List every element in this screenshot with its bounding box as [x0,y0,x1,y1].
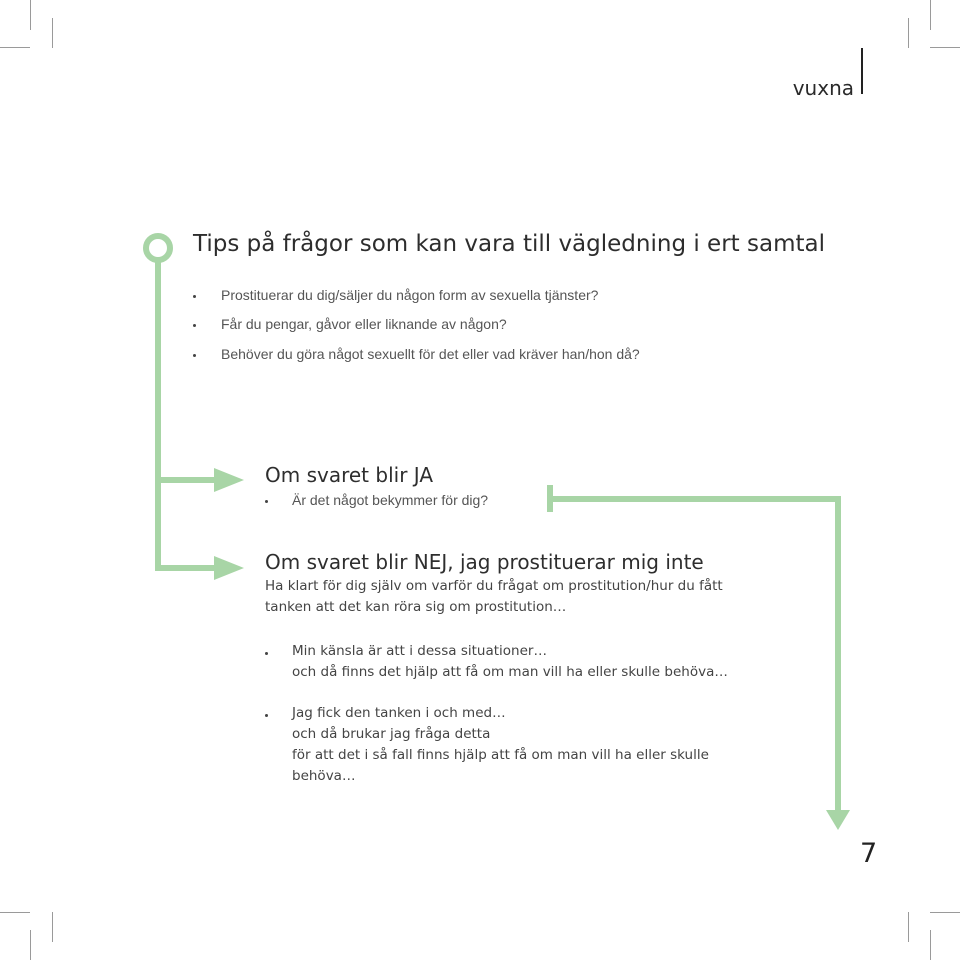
no-item-line: Jag fick den tanken i och med… [292,705,506,721]
no-item-line: Min känsla är att i dessa situationer… [292,643,547,659]
bullet-icon [265,652,268,655]
page-number: 7 [860,838,878,869]
bullet-icon [265,500,268,503]
no-item-line: och då finns det hjälp att få om man vill ha eller skulle behöva… [292,664,728,680]
no-item-line: behöva… [292,768,356,784]
no-item-line: för att det i så fall finns hjälp att få om man vill ha eller skulle [292,747,709,763]
question-item: Prostituerar du dig/säljer du någon form av sexuella tjänster? [221,287,599,303]
arrow-right-icon [214,556,244,580]
arrow-down-icon [826,810,850,830]
bullet-icon [193,354,196,357]
no-item-line: och då brukar jag fråga detta [292,726,491,742]
arrow-right-icon [214,468,244,492]
connector-line [158,260,230,568]
no-intro-line: Ha klart för dig själv om varför du frågat om prostitution/hur du fått [265,578,723,594]
connector-line [550,499,838,825]
question-item: Behöver du göra något sexuellt för det eller vad kräver han/hon då? [221,346,640,362]
no-intro-line: tanken att det kan röra sig om prostitution… [265,599,567,615]
yes-heading: Om svaret blir JA [265,463,433,487]
bullet-icon [193,324,196,327]
no-heading: Om svaret blir NEJ, jag prostituerar mig inte [265,550,704,574]
section-label: vuxna [792,76,854,100]
question-item: Får du pengar, gåvor eller liknande av någon? [221,316,507,332]
start-circle-icon [146,236,170,260]
yes-bullet: Är det något bekymmer för dig? [292,492,489,508]
page-title: Tips på frågor som kan vara till vägledning i ert samtal [193,231,825,257]
bullet-icon [193,295,196,298]
bullet-icon [265,714,268,717]
